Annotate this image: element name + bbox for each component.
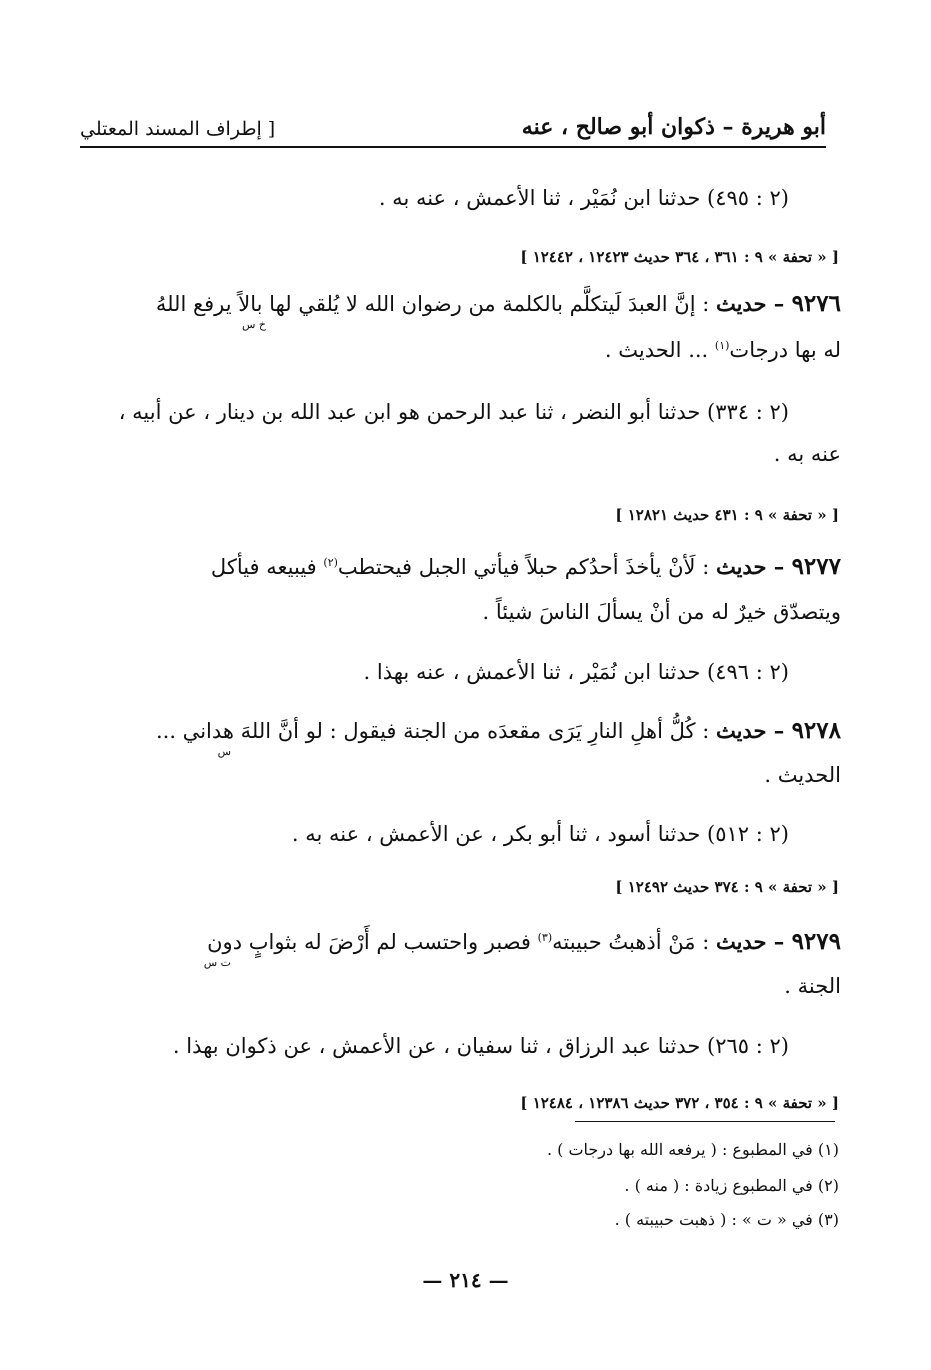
- footnote-ref: (١): [714, 339, 730, 352]
- isnad-line: (٢ : ٥١٢) حدثنا أسود ، ثنا أبو بكر ، عن الأعمش ، عنه به .: [291, 822, 789, 846]
- hadith-text: فصبر واحتسب لم أَرْضَ له بثوابٍ دون: [207, 930, 538, 954]
- hadith-9277-line2: ويتصدّق خيرٌ له من أنْ يسألَ الناسَ شيئاً .: [482, 600, 841, 624]
- hadith-label: حديث: [715, 929, 767, 954]
- hadith-9276-line2: [80, 338, 841, 363]
- hadith-9276-line1: [80, 290, 841, 318]
- tohfa-reference: [ « تحفة » ٩ : ٣٥٤ ، ٣٧٢ حديث ١٢٣٨٦ ، ١٢٤٨٤ ]: [520, 1094, 839, 1112]
- dash: –: [766, 554, 792, 579]
- dash: –: [766, 929, 792, 954]
- hadith-number: ٩٢٧٧: [791, 553, 841, 580]
- hadith-9278-line2: الحديث .: [764, 763, 841, 787]
- hadith-text: له بها درجات: [729, 338, 841, 362]
- hadith-9278-narrator-marks: س: [217, 745, 231, 758]
- hadith-9276-narrator-marks: خ س: [241, 318, 266, 331]
- hadith-text: : لَأنْ يأخذَ أحدُكم حبلاً فيأتي الجبل فيحتطب: [337, 555, 716, 579]
- footnote-ref: (٢): [323, 556, 338, 569]
- page-number: — ٢١٤ —: [422, 1268, 509, 1292]
- hadith-text: : إنَّ العبدَ لَيتكلَّم بالكلمة من رضوان الله لا يُلقي لها بالاً يرفع اللهُ: [155, 292, 716, 316]
- footnote-divider: [575, 1121, 835, 1122]
- isnad-line: (٢ : ٣٣٤) حدثنا أبو النضر ، ثنا عبد الرحمن هو ابن عبد الله بن دينار ، عن أبيه ،: [118, 400, 789, 424]
- hadith-number: ٩٢٧٨: [791, 717, 841, 744]
- footnote-2: (٢) في المطبوع زيادة : ( منه ) .: [624, 1176, 839, 1195]
- hadith-text: : كُلُّ أهلِ النارِ يَرَى مقعدَه من الجنة فيقول : لو أنَّ اللهَ هداني ...: [155, 719, 716, 743]
- hadith-9277-line1: [80, 553, 841, 581]
- hadith-label: حديث: [715, 291, 767, 316]
- hadith-number: ٩٢٧٦: [791, 290, 841, 317]
- hadith-label: حديث: [715, 554, 767, 579]
- hadith-text: فيبيعه فيأكل: [210, 555, 324, 579]
- hadith-9278-line1: [80, 717, 841, 745]
- footnote-3: (٣) في « ت » : ( ذهبت حبيبته ) .: [614, 1210, 839, 1229]
- isnad-line-continued: عنه به .: [773, 442, 841, 466]
- isnad-line: (٢ : ٤٩٥) حدثنا ابن نُمَيْر ، ثنا الأعمش ، عنه به .: [378, 186, 789, 210]
- hadith-label: حديث: [715, 718, 767, 743]
- hadith-9279-narrator-marks: ت س: [203, 956, 231, 969]
- hadith-9279-line2: الجنة .: [784, 974, 841, 998]
- tohfa-reference: [ « تحفة » ٩ : ٣٦١ ، ٣٦٤ حديث ١٢٤٢٣ ، ١٢٤٤٢ ]: [520, 248, 839, 266]
- footnote-1: (١) في المطبوع : ( يرفعه الله بها درجات ) .: [546, 1140, 839, 1159]
- hadith-text: : مَنْ أذهبتُ حبيبته: [552, 930, 716, 954]
- hadith-number: ٩٢٧٩: [791, 928, 841, 955]
- running-header: [80, 108, 826, 148]
- header-title: أبو هريرة – ذكوان أبو صالح ، عنه: [521, 114, 826, 140]
- hadith-text: ... الحديث .: [604, 338, 715, 362]
- isnad-line: (٢ : ٢٦٥) حدثنا عبد الرزاق ، ثنا سفيان ، عن الأعمش ، عن ذكوان بهذا .: [172, 1034, 789, 1058]
- dash: –: [766, 718, 792, 743]
- tohfa-reference: [ « تحفة » ٩ : ٣٧٤ حديث ١٢٤٩٢ ]: [615, 878, 839, 896]
- footnote-ref: (٣): [537, 931, 553, 944]
- isnad-line: (٢ : ٤٩٦) حدثنا ابن نُمَيْر ، ثنا الأعمش ، عنه بهذا .: [363, 660, 789, 684]
- hadith-9279-line1: [80, 928, 841, 956]
- header-book-title: [ إطراف المسند المعتلي: [80, 118, 276, 140]
- tohfa-reference: [ « تحفة » ٩ : ٤٣١ حديث ١٢٨٢١ ]: [615, 506, 839, 524]
- dash: –: [766, 291, 792, 316]
